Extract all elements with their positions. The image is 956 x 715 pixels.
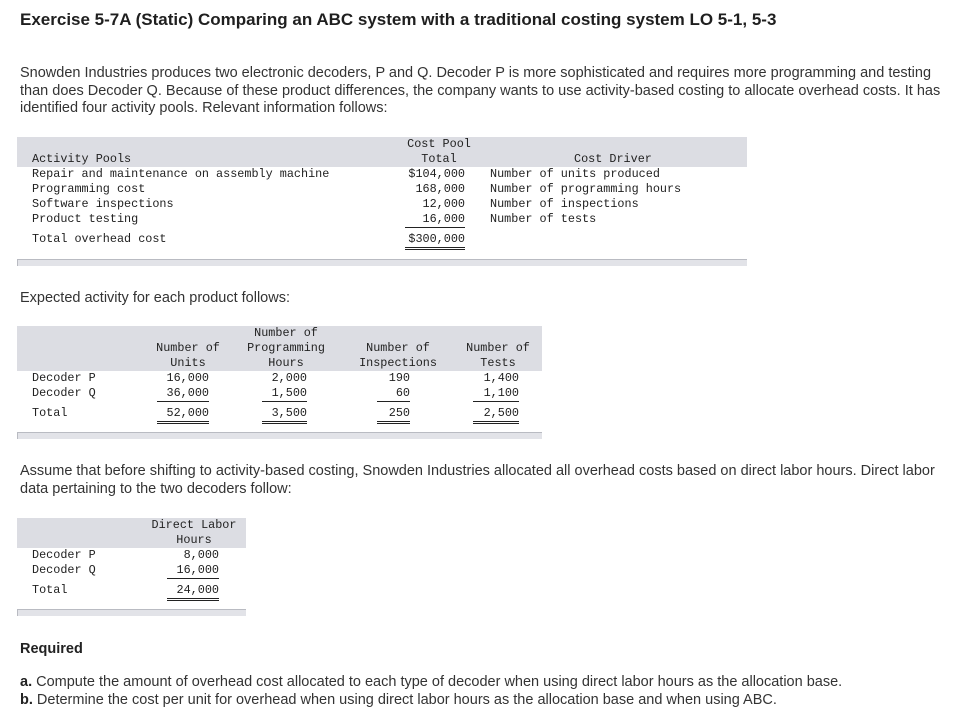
tests-value: 1,400 xyxy=(483,371,519,385)
col-inspections: Inspections xyxy=(359,356,437,370)
expected-activity-heading: Expected activity for each product follows: xyxy=(20,290,290,306)
pool-driver: Number of tests xyxy=(490,212,597,226)
programming-value: 1,500 xyxy=(262,386,307,402)
pool-cost: 16,000 xyxy=(405,212,465,228)
item-a-text: Compute the amount of overhead cost allocated to each type of decoder when using direct labor hours as the allocation base. xyxy=(36,674,843,690)
total-overhead-value: $300,000 xyxy=(405,232,465,250)
col-tests: Number of xyxy=(466,341,530,355)
total-label: Total xyxy=(32,406,68,420)
pool-name: Repair and maintenance on assembly machine xyxy=(32,167,330,181)
total-overhead-label: Total overhead cost xyxy=(32,232,167,246)
col-units: Number of xyxy=(156,341,220,355)
item-a-prefix: a. xyxy=(20,674,33,690)
pool-name: Product testing xyxy=(32,212,139,226)
intro-paragraph: Snowden Industries produces two electronic decoders, P and Q. Decoder P is more sophisticated and requires more programming and testing than does Decoder Q. Because of these product differences, the company wants to use activity-based costing to allocate overhead costs. It has identified four activity pools. Relevant information follows: xyxy=(20,65,941,116)
row-label: Decoder Q xyxy=(32,386,96,400)
programming-value: 2,000 xyxy=(271,371,307,385)
labor-hours-total: 24,000 xyxy=(167,583,219,601)
item-b-text: Determine the cost per unit for overhead when using direct labor hours as the allocation base and when using ABC. xyxy=(36,692,777,708)
required-item-b xyxy=(20,692,777,708)
required-heading: Required xyxy=(20,641,83,657)
col-programming: Number of xyxy=(254,326,318,340)
total-label: Total xyxy=(32,583,68,597)
units-value: 36,000 xyxy=(157,386,209,402)
expected-activity-table xyxy=(17,326,542,442)
tests-total: 2,500 xyxy=(473,406,519,424)
col-cost-driver: Cost Driver xyxy=(574,152,652,166)
pool-cost: $104,000 xyxy=(408,167,465,181)
pool-driver: Number of units produced xyxy=(490,167,660,181)
item-b-prefix: b. xyxy=(20,692,33,708)
col-inspections: Number of xyxy=(366,341,430,355)
col-units: Units xyxy=(170,356,206,370)
units-total: 52,000 xyxy=(157,406,209,424)
exercise-title: Exercise 5-7A (Static) Comparing an ABC system with a traditional costing system LO 5-1, 5-3 xyxy=(20,10,777,29)
row-label: Decoder P xyxy=(32,371,96,385)
col-cost-total: Total xyxy=(421,152,457,166)
inspections-value: 190 xyxy=(388,371,410,385)
col-direct-labor: Hours xyxy=(176,533,212,547)
labor-hours-value: 8,000 xyxy=(183,548,219,562)
tests-value: 1,100 xyxy=(473,386,519,402)
direct-labor-table xyxy=(17,518,246,618)
pool-cost: 12,000 xyxy=(422,197,465,211)
inspections-total: 250 xyxy=(377,406,410,424)
pool-driver: Number of programming hours xyxy=(490,182,682,196)
pool-name: Software inspections xyxy=(32,197,174,211)
pool-cost: 168,000 xyxy=(415,182,465,196)
col-cost-pool: Cost Pool xyxy=(407,137,471,151)
col-activity-pools: Activity Pools xyxy=(32,152,132,166)
col-programming: Programming xyxy=(247,341,325,355)
col-direct-labor: Direct Labor xyxy=(151,518,237,532)
required-item-a xyxy=(20,674,842,690)
pool-driver: Number of inspections xyxy=(490,197,639,211)
labor-hours-value: 16,000 xyxy=(167,563,219,579)
col-programming: Hours xyxy=(268,356,304,370)
row-label: Decoder P xyxy=(32,548,96,562)
row-label: Decoder Q xyxy=(32,563,96,577)
assume-paragraph: Assume that before shifting to activity-based costing, Snowden Industries allocated all overhead costs based on direct labor hours. Direct labor data pertaining to the two decoders follow: xyxy=(20,463,935,497)
pool-name: Programming cost xyxy=(32,182,146,196)
units-value: 16,000 xyxy=(166,371,209,385)
activity-pools-table xyxy=(17,137,747,267)
programming-total: 3,500 xyxy=(262,406,307,424)
inspections-value: 60 xyxy=(377,386,410,402)
col-tests: Tests xyxy=(480,356,516,370)
